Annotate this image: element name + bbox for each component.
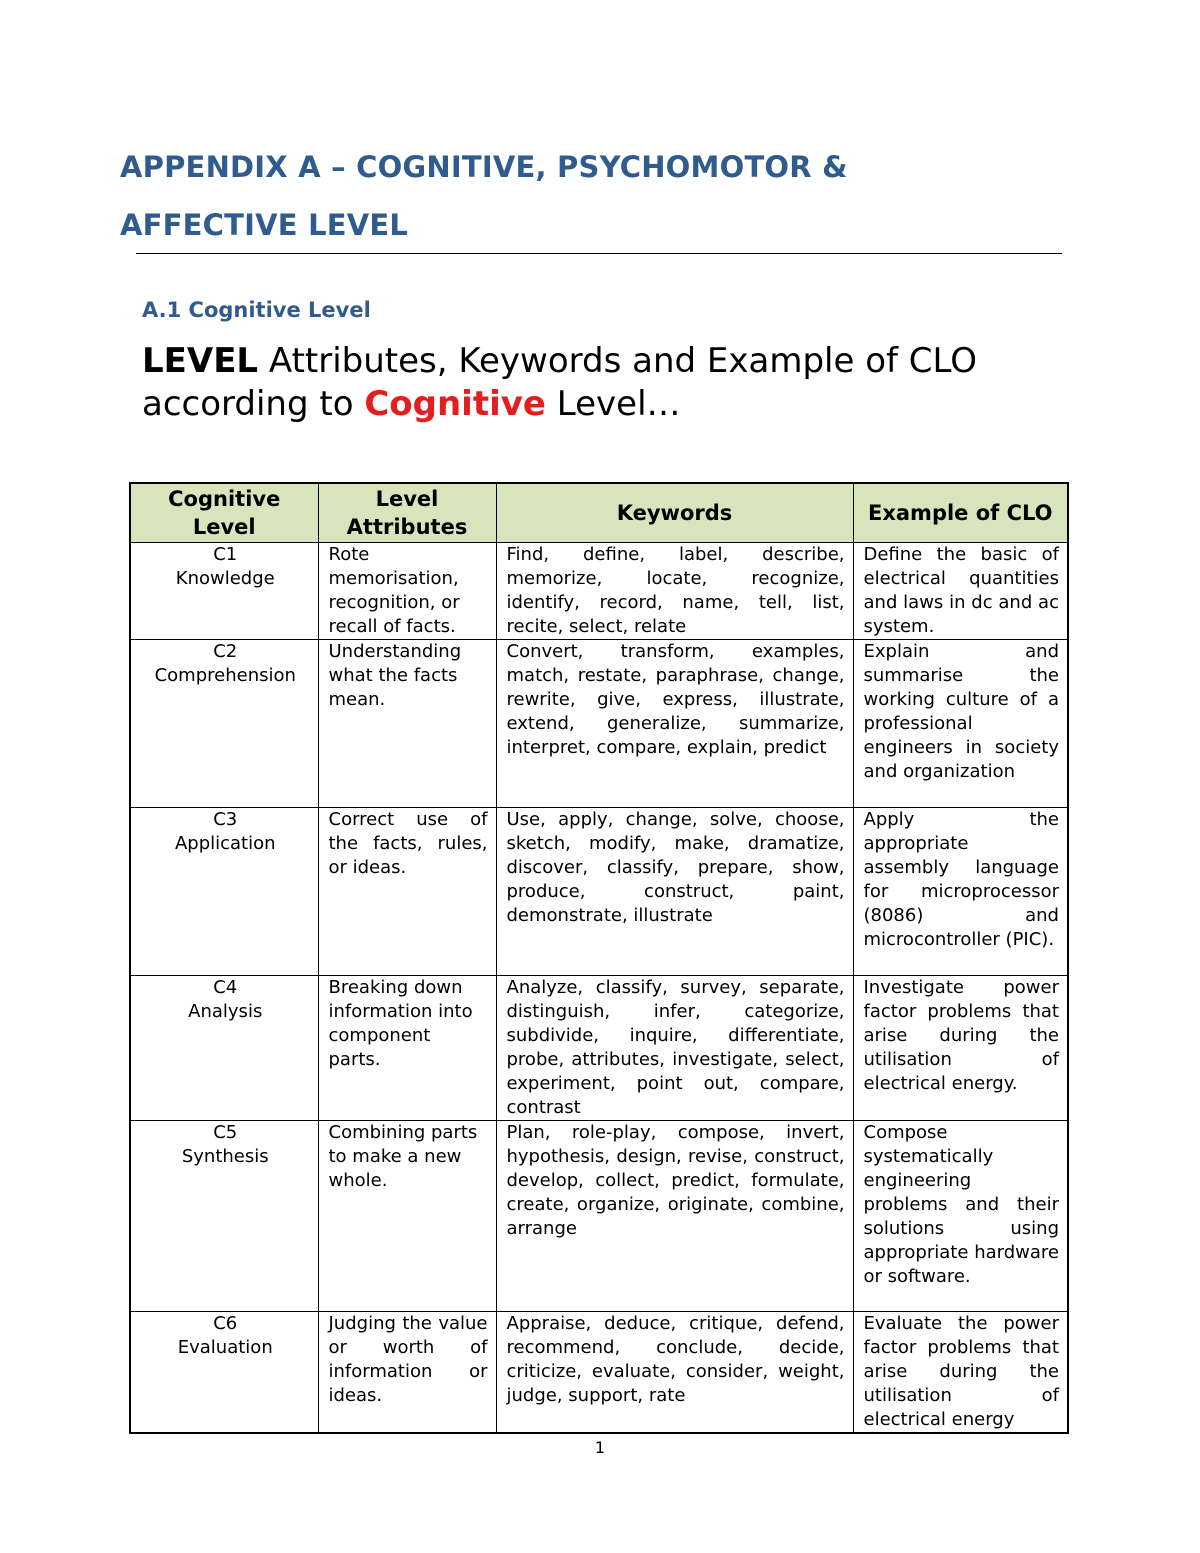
level-name: Evaluation	[177, 1337, 273, 1358]
attributes-cell: Breaking down information into component parts.	[318, 976, 496, 1121]
keywords-cell: Analyze, classify, survey, separate, distinguish, infer, categorize, subdivide, inquire, differentiate, probe, attributes, investigate, select, experiment, point out, compare, contrast	[496, 976, 853, 1121]
lead-strong: LEVEL	[142, 341, 259, 381]
appendix-title-line-2: AFFECTIVE LEVEL	[120, 208, 409, 242]
level-name: Comprehension	[154, 665, 296, 686]
cognitive-level-table	[129, 482, 1069, 1434]
example-cell: Explain and summarise the working culture of a professional engineers in society and organization	[853, 640, 1068, 808]
table-row	[130, 543, 1068, 640]
table-row	[130, 976, 1068, 1121]
level-code: C5	[213, 1122, 238, 1143]
example-cell: Evaluate the power factor problems that arise during the utilisation of electrical energy	[853, 1312, 1068, 1434]
lead-part-2: Level…	[545, 384, 681, 424]
attributes-cell: Understanding what the facts mean.	[318, 640, 496, 808]
header-cognitive-level: Cognitive Level	[130, 483, 318, 543]
keywords-cell: Appraise, deduce, critique, defend, recommend, conclude, decide, criticize, evaluate, consider, weight, judge, support, rate	[496, 1312, 853, 1434]
example-cell: Compose systematically engineering problems and their solutions using appropriate hardware or software.	[853, 1121, 1068, 1312]
attributes-cell: Correct use of the facts, rules, or ideas.	[318, 808, 496, 976]
level-cell	[130, 640, 318, 808]
section-title: A.1 Cognitive Level	[142, 298, 371, 322]
table-row	[130, 1312, 1068, 1434]
level-name: Application	[174, 833, 276, 854]
level-cell	[130, 1121, 318, 1312]
level-code: C1	[213, 544, 238, 565]
level-code: C3	[213, 809, 238, 830]
attributes-cell: Judging the value or worth of information or ideas.	[318, 1312, 496, 1434]
keywords-cell: Find, define, label, describe, memorize, locate, recognize, identify, record, name, tell, list, recite, select, relate	[496, 543, 853, 640]
keywords-cell: Use, apply, change, solve, choose, sketch, modify, make, dramatize, discover, classify, prepare, show, produce, construct, paint, demonstrate, illustrate	[496, 808, 853, 976]
header-keywords: Keywords	[496, 483, 853, 543]
level-cell	[130, 976, 318, 1121]
page-number: 1	[594, 1438, 606, 1457]
level-cell	[130, 1312, 318, 1434]
level-name: Analysis	[188, 1001, 263, 1022]
level-name: Knowledge	[175, 568, 275, 589]
level-name: Synthesis	[181, 1146, 269, 1167]
attributes-cell: Combining parts to make a new whole.	[318, 1121, 496, 1312]
heading-divider	[136, 253, 1062, 254]
level-cell	[130, 543, 318, 640]
table-header-row	[130, 483, 1068, 543]
header-level-attributes: Level Attributes	[318, 483, 496, 543]
example-cell: Investigate power factor problems that arise during the utilisation of electrical energy.	[853, 976, 1068, 1121]
attributes-cell: Rote memorisation, recognition, or recall of facts.	[318, 543, 496, 640]
example-cell: Apply the appropriate assembly language for microprocessor (8086) and microcontroller (PIC).	[853, 808, 1068, 976]
level-cell	[130, 808, 318, 976]
level-code: C6	[213, 1313, 238, 1334]
header-example-of-clo: Example of CLO	[853, 483, 1068, 543]
appendix-title-line-1: APPENDIX A – COGNITIVE, PSYCHOMOTOR &	[120, 150, 848, 184]
table-row	[130, 808, 1068, 976]
lead-part-1: Attributes, Keywords and Example of CLO according to	[142, 341, 978, 424]
level-code: C2	[213, 641, 238, 662]
level-code: C4	[213, 977, 238, 998]
keywords-cell: Convert, transform, examples, match, restate, paraphrase, change, rewrite, give, express, illustrate, extend, generalize, summarize, interpret, compare, explain, predict	[496, 640, 853, 808]
example-cell: Define the basic of electrical quantities and laws in dc and ac system.	[853, 543, 1068, 640]
appendix-title	[120, 138, 1100, 254]
table-row	[130, 640, 1068, 808]
table-row	[130, 1121, 1068, 1312]
lead-highlight: Cognitive	[364, 384, 546, 424]
keywords-cell: Plan, role-play, compose, invert, hypothesis, design, revise, construct, develop, collect, predict, formulate, create, organize, originate, combine, arrange	[496, 1121, 853, 1312]
lead-heading	[142, 340, 1082, 426]
